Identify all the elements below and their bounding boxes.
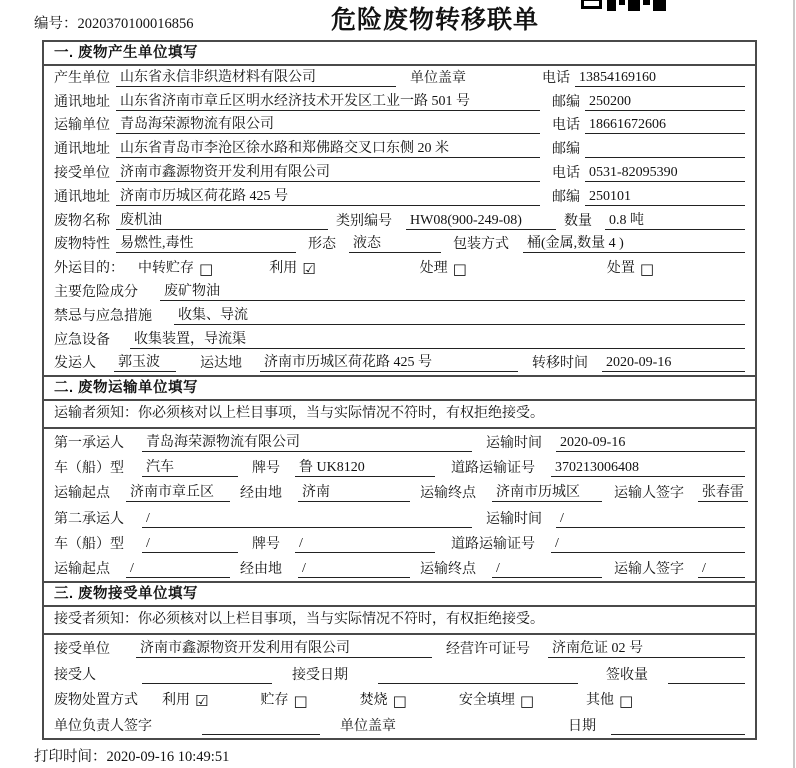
- section1-heading: 一. 废物产生单位填写: [44, 42, 755, 66]
- row-waste-name: [44, 209, 755, 233]
- section-transport: [42, 375, 757, 583]
- transporter-label: 运输单位: [54, 118, 110, 134]
- producer-label: 产生单位: [54, 70, 110, 86]
- receiver-label: 接受单位: [54, 165, 110, 181]
- row-address3: [44, 185, 755, 209]
- purpose-option-dispose: 处置 □: [606, 259, 655, 278]
- destination-label: 运达地: [200, 356, 242, 372]
- row-route2: [44, 556, 755, 581]
- carrier1-label: 第一承运人: [54, 435, 124, 451]
- section3-heading: 三. 废物接受单位填写: [44, 583, 755, 607]
- row-vehicle1: [44, 455, 755, 480]
- receive-unit-label: 接受单位: [54, 641, 110, 657]
- category-value: HW08(900-249-08): [406, 213, 556, 230]
- packing-label: 包装方式: [453, 237, 509, 253]
- address3-label: 通讯地址: [54, 189, 110, 205]
- quantity-value: 0.8 吨: [605, 209, 745, 230]
- row-receive-unit: [44, 635, 755, 661]
- emergency-value: 收集、导流: [174, 304, 745, 325]
- time1-label: 运输时间: [486, 435, 542, 451]
- unit-seal3-label: 单位盖章: [340, 718, 396, 734]
- address3-value: 济南市历城区荷花路 425 号: [116, 185, 540, 206]
- transfer-time-value: 2020-09-16: [602, 355, 745, 372]
- print-time-value: 2020-09-16 10:49:51: [106, 748, 230, 765]
- time1-value: 2020-09-16: [556, 435, 745, 452]
- purpose-option-treat: 处理 □: [419, 259, 467, 278]
- checkbox-disposal-use: ☑: [195, 691, 209, 710]
- acceptor-label: 接受人: [54, 667, 96, 683]
- section-producer: [42, 40, 757, 377]
- print-time-label: 打印时间：: [34, 748, 107, 765]
- phone3-value: 0531-82095390: [585, 165, 745, 182]
- cert2-label: 道路运输证号: [451, 536, 535, 552]
- address2-value: 山东省青岛市李沧区徐水路和郑佛路交叉口东侧 20 米: [116, 137, 540, 158]
- category-label: 类别编号: [336, 213, 392, 229]
- waste-name-label: 废物名称: [54, 213, 110, 229]
- phone2-label: 电话: [552, 118, 580, 134]
- disposal-label: 废物处置方式: [54, 693, 138, 709]
- transporter-notice: 运输者须知：你必须核对以上栏目事项，当与实际情况不符时，有权拒绝接受。: [44, 401, 755, 429]
- equipment-label: 应急设备: [54, 332, 110, 348]
- row-equipment: [44, 328, 755, 352]
- disposal-option-landfill: 安全填埋 □: [458, 691, 535, 710]
- disposal-option-incinerate: 焚烧 □: [359, 691, 407, 710]
- zip1-value: 250200: [585, 94, 745, 111]
- unit-seal-label: 单位盖章: [410, 70, 466, 86]
- emergency-label: 禁忌与应急措施: [54, 308, 152, 324]
- checkbox-disposal-landfill: □: [519, 691, 535, 710]
- row-address1: [44, 90, 755, 114]
- vehicle1-value: 汽车: [142, 456, 238, 477]
- phone2-value: 18661672606: [585, 117, 745, 134]
- license-value: 济南危证 02 号: [548, 637, 745, 658]
- phone3-label: 电话: [552, 165, 580, 181]
- row-vehicle2: [44, 531, 755, 556]
- characteristic-value: 易燃性,毒性: [116, 232, 296, 253]
- row-hazard: [44, 280, 755, 304]
- terminal1-value: 济南市历城区: [492, 481, 602, 502]
- zip2-label: 邮编: [552, 142, 580, 158]
- zip3-label: 邮编: [552, 189, 580, 205]
- hazard-label: 主要危险成分: [54, 284, 138, 300]
- equipment-value: 收集装置，导流渠: [130, 328, 745, 349]
- disposal-option-store: 贮存 □: [260, 691, 308, 710]
- row-acceptor: [44, 661, 755, 687]
- section2-heading: 二. 废物运输单位填写: [44, 377, 755, 401]
- license-label: 经营许可证号: [446, 641, 530, 657]
- sign-qty-value: [668, 667, 745, 684]
- characteristic-label: 废物特性: [54, 237, 110, 253]
- row-carrier1: [44, 429, 755, 454]
- via1-value: 济南: [298, 481, 410, 502]
- address2-label: 通讯地址: [54, 142, 110, 158]
- via2-label: 经由地: [240, 562, 282, 578]
- cert1-value: 370213006408: [551, 460, 745, 477]
- time2-value: /: [556, 511, 745, 528]
- receive-unit-value: 济南市鑫源物资开发利用有限公司: [136, 637, 432, 658]
- leader-sign-value: [202, 718, 320, 735]
- zip3-value: 250101: [585, 189, 745, 206]
- checkbox-dispose: □: [639, 259, 655, 278]
- date-label: 日期: [568, 718, 596, 734]
- row-characteristic: [44, 233, 755, 257]
- producer-value: 山东省永信非织造材料有限公司: [116, 66, 396, 87]
- accept-date-value: [378, 667, 578, 684]
- destination-value: 济南市历城区荷花路 425 号: [260, 351, 518, 372]
- sign2-value: /: [698, 561, 745, 578]
- doc-number-label: 编号：: [34, 16, 78, 32]
- plate2-value: /: [295, 536, 435, 553]
- row-address2: [44, 137, 755, 161]
- checkbox-disposal-incinerate: □: [392, 691, 407, 710]
- form-value: 液态: [349, 232, 441, 253]
- sign1-label: 运输人签字: [614, 486, 684, 502]
- purpose-option-transfer: 中转贮存 □: [138, 259, 214, 278]
- section-receiver: [42, 581, 757, 740]
- row-producer: [44, 66, 755, 90]
- sign1-value: 张春雷: [698, 481, 748, 502]
- purpose-option-use: 利用 ☑: [269, 259, 316, 278]
- hazard-value: 废矿物油: [160, 280, 745, 301]
- row-emergency: [44, 304, 755, 328]
- address1-value: 山东省济南市章丘区明水经济技术开发区工业一路 501 号: [116, 90, 540, 111]
- checkbox-use: ☑: [302, 259, 316, 278]
- packing-value: 桶(金属,数量 4 ): [523, 232, 745, 253]
- checkbox-transfer-storage: □: [199, 259, 214, 278]
- origin2-label: 运输起点: [54, 562, 110, 578]
- terminal2-label: 运输终点: [420, 562, 476, 578]
- sign-qty-label: 签收量: [606, 667, 648, 683]
- row-disposal: [44, 687, 755, 713]
- plate1-label: 牌号: [252, 460, 280, 476]
- row-carrier2: [44, 505, 755, 530]
- carrier2-label: 第二承运人: [54, 511, 124, 527]
- row-shipper: [44, 352, 755, 376]
- via2-value: /: [298, 561, 410, 578]
- carrier1-value: 青岛海荣源物流有限公司: [142, 431, 472, 452]
- origin1-value: 济南市章丘区: [126, 481, 230, 502]
- vehicle2-value: /: [142, 536, 238, 553]
- terminal1-label: 运输终点: [420, 486, 476, 502]
- page-title: 危险废物转移联单: [330, 6, 539, 34]
- via1-label: 经由地: [240, 486, 282, 502]
- waste-name-value: 废机油: [116, 209, 328, 230]
- phone1-label: 电话: [542, 70, 570, 86]
- checkbox-treat: □: [452, 259, 467, 278]
- qr-code-fragment: [581, 0, 666, 11]
- print-time: [34, 745, 796, 766]
- address1-label: 通讯地址: [54, 94, 110, 110]
- vehicle1-label: 车（船）型: [54, 460, 124, 476]
- origin2-value: /: [126, 561, 230, 578]
- sign2-label: 运输人签字: [614, 562, 684, 578]
- origin1-label: 运输起点: [54, 486, 110, 502]
- quantity-label: 数量: [564, 213, 592, 229]
- shipper-label: 发运人: [54, 356, 96, 372]
- form-label: 形态: [308, 237, 336, 253]
- cert1-label: 道路运输证号: [451, 460, 535, 476]
- row-leader-sign: [44, 712, 755, 738]
- carrier2-value: /: [142, 511, 472, 528]
- doc-number-value: 2020370100016856: [77, 16, 194, 32]
- transfer-time-label: 转移时间: [532, 356, 588, 372]
- transporter-value: 青岛海荣源物流有限公司: [116, 113, 540, 134]
- plate1-value: 鲁 UK8120: [295, 456, 435, 477]
- date-value: [611, 718, 745, 735]
- document-header: [0, 0, 796, 40]
- shipper-value: 郭玉波: [114, 351, 176, 372]
- row-purpose: [44, 256, 755, 280]
- purpose-label: 外运目的：: [54, 261, 124, 277]
- receiver-value: 济南市鑫源物资开发利用有限公司: [116, 161, 540, 182]
- terminal2-value: /: [492, 561, 602, 578]
- receiver-notice: 接受者须知：你必须核对以上栏目事项，当与实际情况不符时，有权拒绝接受。: [44, 607, 755, 635]
- phone1-value: 13854169160: [575, 70, 745, 87]
- vehicle2-label: 车（船）型: [54, 536, 124, 552]
- plate2-label: 牌号: [252, 536, 280, 552]
- acceptor-value: [142, 667, 272, 684]
- accept-date-label: 接受日期: [292, 667, 348, 683]
- zip2-value: [585, 141, 745, 158]
- row-transporter: [44, 114, 755, 138]
- disposal-option-other: 其他 □: [586, 691, 634, 710]
- row-route1: [44, 480, 755, 505]
- disposal-option-use: 利用 ☑: [162, 691, 209, 710]
- zip1-label: 邮编: [552, 94, 580, 110]
- cert2-value: /: [551, 536, 745, 553]
- checkbox-disposal-store: □: [293, 691, 308, 710]
- page-right-edge: [793, 0, 795, 768]
- checkbox-disposal-other: □: [619, 691, 634, 710]
- time2-label: 运输时间: [486, 511, 542, 527]
- leader-sign-label: 单位负责人签字: [54, 718, 152, 734]
- row-receiver: [44, 161, 755, 185]
